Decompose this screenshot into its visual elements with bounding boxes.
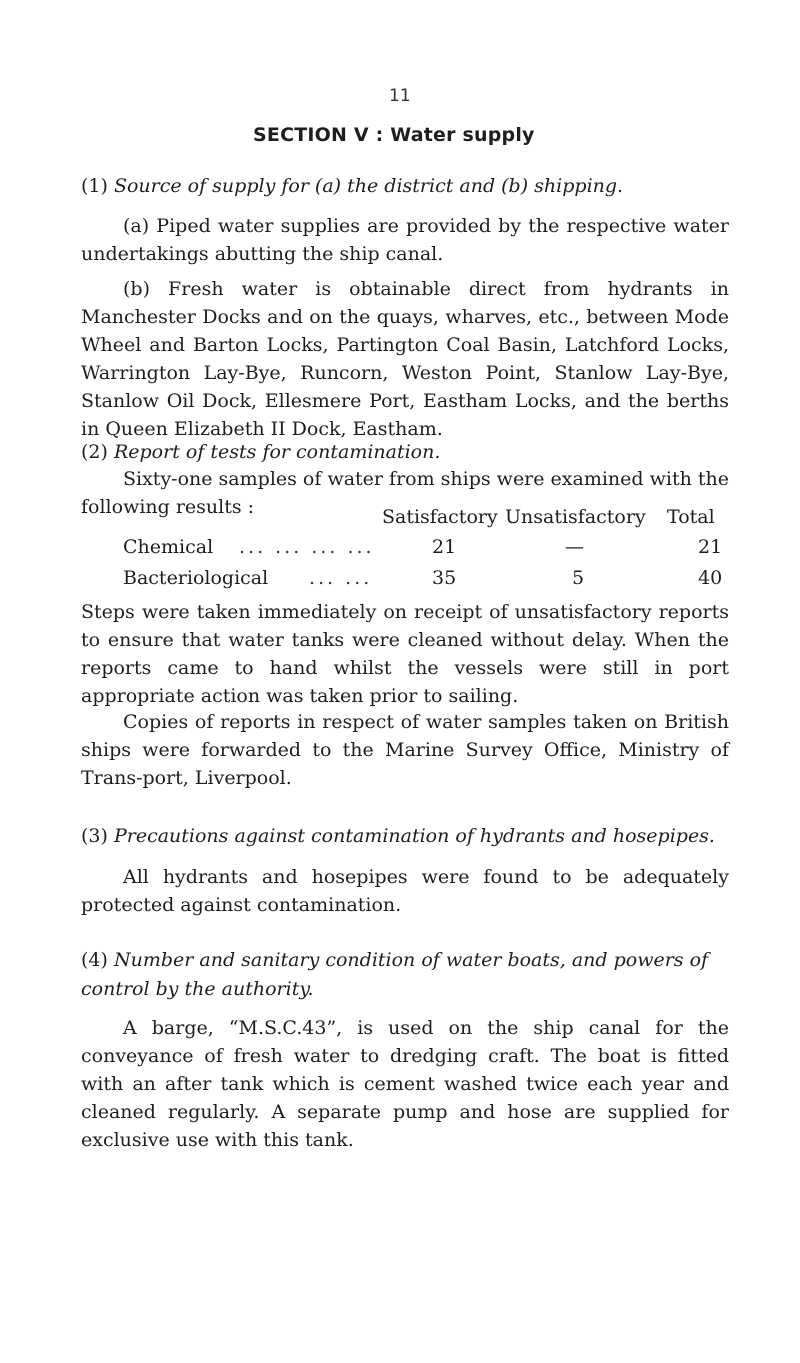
table-row [81, 536, 741, 566]
subsection-2-number: (2) [81, 441, 108, 463]
subsection-4-heading [81, 946, 741, 1004]
subsection-2-title: Report of tests for contamination. [113, 441, 441, 463]
row-unsatisfactory: 5 [572, 567, 585, 589]
subsection-2-heading [81, 438, 741, 467]
row-label: Bacteriological [123, 567, 269, 589]
subsection-1-heading [81, 172, 741, 201]
subsection-1-title: Source of supply for (a) the district and (b) shipping. [113, 175, 624, 197]
paragraph-3: All hydrants and hosepipes were found to be adequately protected against contamination. [81, 866, 729, 916]
row-unsatisfactory: — [565, 536, 584, 558]
paragraph-2-copies: Copies of reports in respect of water samples taken on British ships were forwarded to the Marine Survey Office, Ministry of Trans-port, Liverpool. [81, 711, 729, 789]
table-header-satisfactory: Satisfactory [382, 506, 498, 528]
table-row [81, 567, 741, 597]
subsection-3-heading [81, 822, 741, 851]
row-label: Chemical [123, 536, 214, 558]
table-header-total: Total [667, 506, 715, 528]
subsection-3-number: (3) [81, 825, 108, 847]
row-leader-dots: ... ... [309, 567, 373, 589]
subsection-1-number: (1) [81, 175, 108, 197]
row-satisfactory: 35 [432, 567, 457, 589]
paragraph-1b: (b) Fresh water is obtainable direct from hydrants in Manchester Docks and on the quays, wharves, etc., between Mode Wheel and Barton Locks, Partington Coal Basin, Latchford Locks, Warrington Lay-Bye, Runcorn, Weston Point, Stanlow Lay-Bye, Stanlow Oil Dock, Ellesmere Port, Eastham Locks, and the berths in Queen Elizabeth II Dock, Eastham. [81, 278, 729, 440]
subsection-4-title: Number and sanitary condition of water boats, and powers of control by the authority. [81, 949, 709, 1000]
row-leader-dots: ... ... ... ... [239, 536, 375, 558]
subsection-3-title: Precautions against contamination of hydrants and hosepipes. [113, 825, 715, 847]
row-total: 40 [698, 567, 723, 589]
paragraph-4: A barge, “M.S.C.43”, is used on the ship canal for the conveyance of fresh water to dredging craft. The boat is fitted with an after tank which is cement washed twice each year and cleaned regularly. A separate pump and hose are supplied for exclusive use with this tank. [81, 1017, 729, 1151]
row-total: 21 [698, 536, 723, 558]
paragraph-2-intro: Sixty-one samples of water from ships were examined with the following results : [81, 468, 729, 518]
page-number: 11 [389, 86, 411, 106]
paragraph-1a: (a) Piped water supplies are provided by the respective water undertakings abutting the ship canal. [81, 215, 729, 265]
paragraph-2-steps: Steps were taken immediately on receipt of unsatisfactory reports to ensure that water tanks were cleaned without delay. When the reports came to hand whilst the vessels were still in port appropriate action was taken prior to sailing. [81, 601, 729, 707]
row-satisfactory: 21 [432, 536, 457, 558]
subsection-4-number: (4) [81, 949, 108, 971]
table-header-unsatisfactory: Unsatisfactory [505, 506, 646, 528]
results-table [81, 506, 741, 596]
section-title: SECTION V : Water supply [253, 124, 535, 146]
